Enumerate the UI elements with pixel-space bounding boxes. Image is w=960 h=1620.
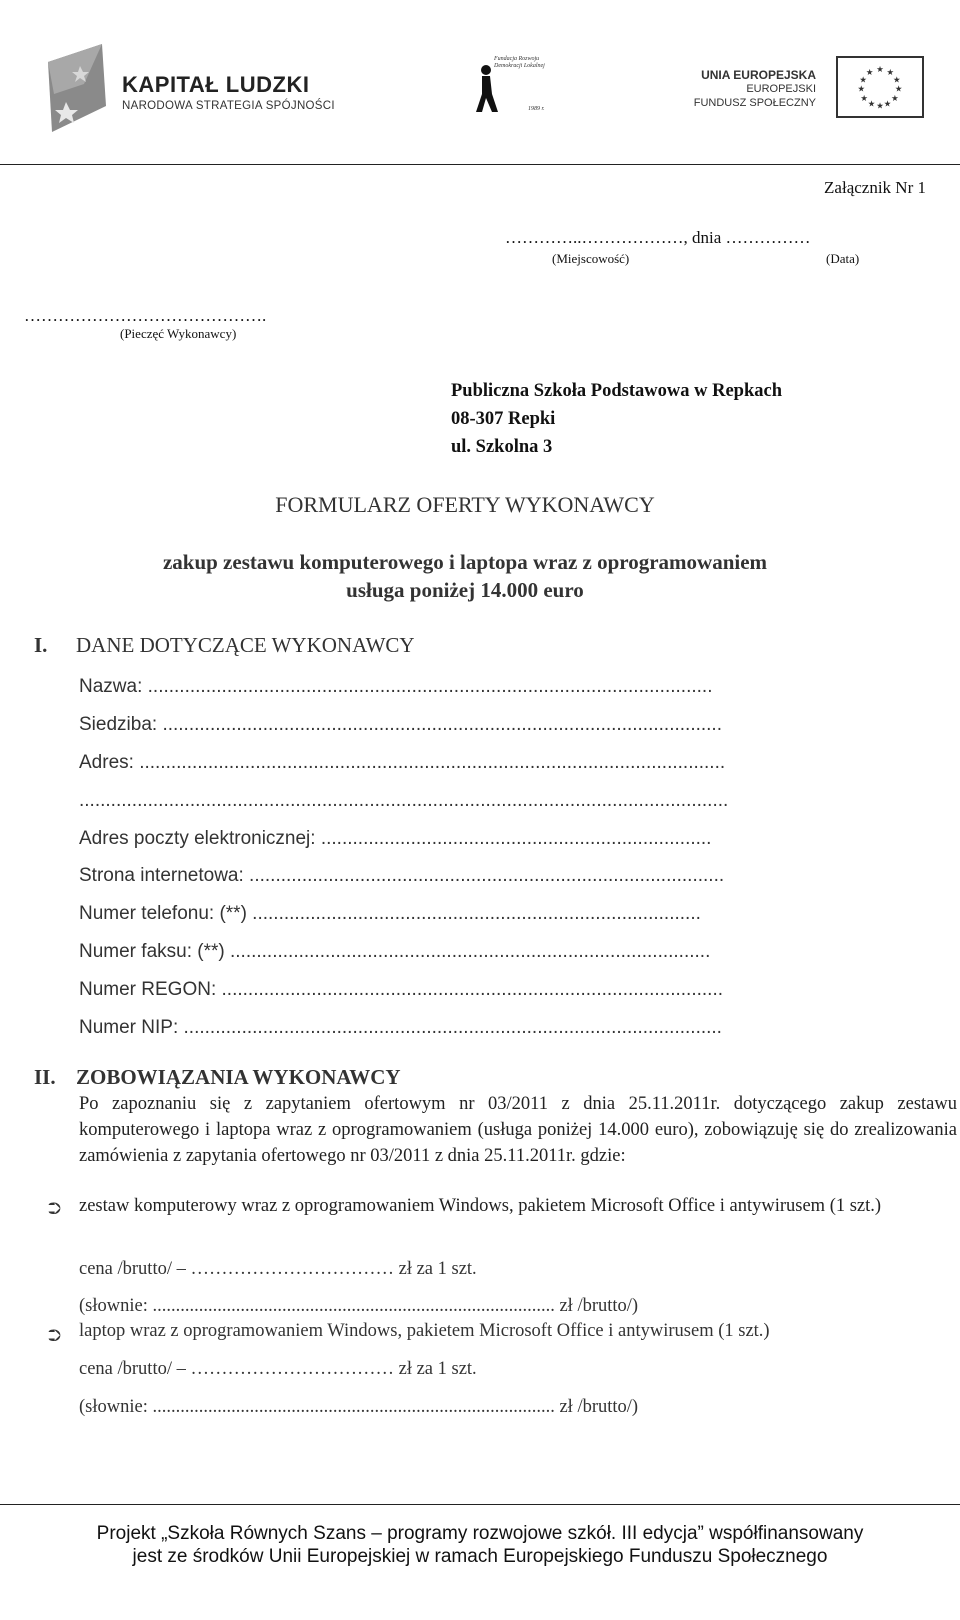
recipient-line-3: ul. Szkolna 3 bbox=[451, 437, 553, 457]
section-2-paragraph: Po zapoznaniu się z zapytaniem ofertowym nr 03/2011 z dnia 25.11.2011r. dotyczącego zakup zestawu komputerowego i laptopa wraz z oprogramowaniem (usługa poniżej 14.000 euro), zobowiązuję się do zrealizowania zamówienia z zapytania ofertowego nr 03/2011 z dnia 25.11.2011r. gdzie: bbox=[79, 1094, 957, 1166]
section-2-title: ZOBOWIĄZANIA WYKONAWCY bbox=[76, 1065, 401, 1089]
svg-text:★: ★ bbox=[883, 98, 892, 109]
item-1-price[interactable]: cena /brutto/ – …………………………… zł za 1 szt. bbox=[79, 1259, 477, 1279]
frdl-year: 1989 r. bbox=[528, 106, 545, 112]
kapital-ludzki-subtitle: NARODOWA STRATEGIA SPÓJNOŚCI bbox=[122, 100, 335, 112]
eu-logo-text bbox=[694, 68, 816, 110]
section-1-number: I. bbox=[34, 633, 48, 657]
section-2-number: II. bbox=[34, 1065, 56, 1089]
frdl-text: Fundacja Rozwoju Demokracji Lokalnej bbox=[494, 56, 545, 69]
eu-line-1: UNIA EUROPEJSKA bbox=[701, 68, 816, 82]
svg-text:★: ★ bbox=[860, 93, 868, 104]
svg-text:★: ★ bbox=[886, 66, 895, 77]
subject-line-1: zakup zestawu komputerowego i laptopa wraz z oprogramowaniem bbox=[162, 550, 768, 574]
item-1-words[interactable]: (słownie: ....................................................................................... zł /brutto/) bbox=[79, 1296, 639, 1316]
bullet-arrow-icon: ⮊ bbox=[48, 1199, 61, 1218]
stamp-line[interactable]: ……………………………………. bbox=[24, 306, 267, 325]
field-adres[interactable]: Adres: ............................................................................................................... bbox=[79, 752, 726, 773]
stamp-label: (Pieczęć Wykonawcy) bbox=[120, 326, 237, 341]
field-website[interactable]: Strona internetowa: .......................................................................................... bbox=[79, 865, 725, 886]
place-label: (Miejscowość) bbox=[552, 251, 630, 266]
annex-label: Załącznik Nr 1 bbox=[824, 178, 926, 197]
header-divider bbox=[0, 164, 960, 165]
field-fax[interactable]: Numer faksu: (**) ........................................................................................... bbox=[79, 941, 711, 962]
footer-line-1: Projekt „Szkoła Równych Szans – programy rozwojowe szkół. III edycja” współfinansowany bbox=[96, 1523, 864, 1544]
svg-text:★: ★ bbox=[893, 74, 901, 85]
item-1-text: zestaw komputerowy wraz z oprogramowaniem Windows, pakietem Microsoft Office i antywirusem (1 szt.) bbox=[79, 1196, 882, 1216]
svg-text:★: ★ bbox=[876, 64, 884, 75]
walking-figure-icon bbox=[476, 64, 498, 114]
footer-line-2: jest ze środków Unii Europejskiej w ramach Europejskiego Funduszu Społecznego bbox=[132, 1546, 828, 1567]
kapital-ludzki-title: KAPITAŁ LUDZKI bbox=[122, 72, 310, 97]
footer-divider bbox=[0, 1504, 960, 1505]
item-2-text: laptop wraz z oprogramowaniem Windows, pakietem Microsoft Office i antywirusem (1 szt.) bbox=[79, 1321, 770, 1341]
item-2-words[interactable]: (słownie: ....................................................................................... zł /brutto/) bbox=[79, 1397, 639, 1417]
kapital-ludzki-logo bbox=[44, 40, 334, 135]
field-nip[interactable]: Numer NIP: ...................................................................................................... bbox=[79, 1017, 722, 1038]
svg-text:★: ★ bbox=[857, 83, 866, 94]
bullet-arrow-icon: ⮊ bbox=[48, 1326, 61, 1345]
svg-text:★: ★ bbox=[876, 100, 884, 111]
field-nazwa[interactable]: Nazwa: ........................................................................................................... bbox=[79, 676, 713, 697]
recipient-line-2: 08-307 Repki bbox=[451, 409, 556, 429]
field-email[interactable]: Adres poczty elektronicznej: .......................................................................... bbox=[79, 828, 712, 849]
form-title: FORMULARZ OFERTY WYKONAWCY bbox=[275, 492, 655, 517]
svg-text:★: ★ bbox=[891, 93, 899, 104]
svg-text:★: ★ bbox=[859, 74, 867, 85]
recipient-line-1: Publiczna Szkoła Podstawowa w Repkach bbox=[451, 381, 782, 401]
kapital-ludzki-flag-icon bbox=[44, 44, 116, 132]
field-regon[interactable]: Numer REGON: ............................................................................................... bbox=[79, 979, 724, 1000]
field-adres-cont[interactable]: ........................................................................................................................... bbox=[79, 790, 729, 811]
subject-line-2: usługa poniżej 14.000 euro bbox=[346, 578, 584, 602]
svg-text:★: ★ bbox=[867, 98, 876, 109]
eu-flag-icon bbox=[836, 56, 924, 118]
svg-text:★: ★ bbox=[865, 66, 874, 77]
frdl-logo bbox=[476, 54, 556, 118]
field-siedziba[interactable]: Siedziba: .......................................................................................................... bbox=[79, 714, 722, 735]
field-phone[interactable]: Numer telefonu: (**) ..................................................................................... bbox=[79, 903, 701, 924]
svg-text:★: ★ bbox=[894, 83, 903, 94]
section-1-title: DANE DOTYCZĄCE WYKONAWCY bbox=[76, 633, 415, 657]
place-date-line[interactable]: …………..………………, dnia …………… bbox=[505, 228, 811, 247]
eu-logo bbox=[693, 56, 924, 120]
date-label: (Data) bbox=[826, 251, 860, 266]
item-2-price[interactable]: cena /brutto/ – …………………………… zł za 1 szt. bbox=[79, 1359, 477, 1379]
eu-line-3: FUNDUSZ SPOŁECZNY bbox=[693, 97, 816, 109]
eu-line-2: EUROPEJSKI bbox=[746, 83, 816, 95]
